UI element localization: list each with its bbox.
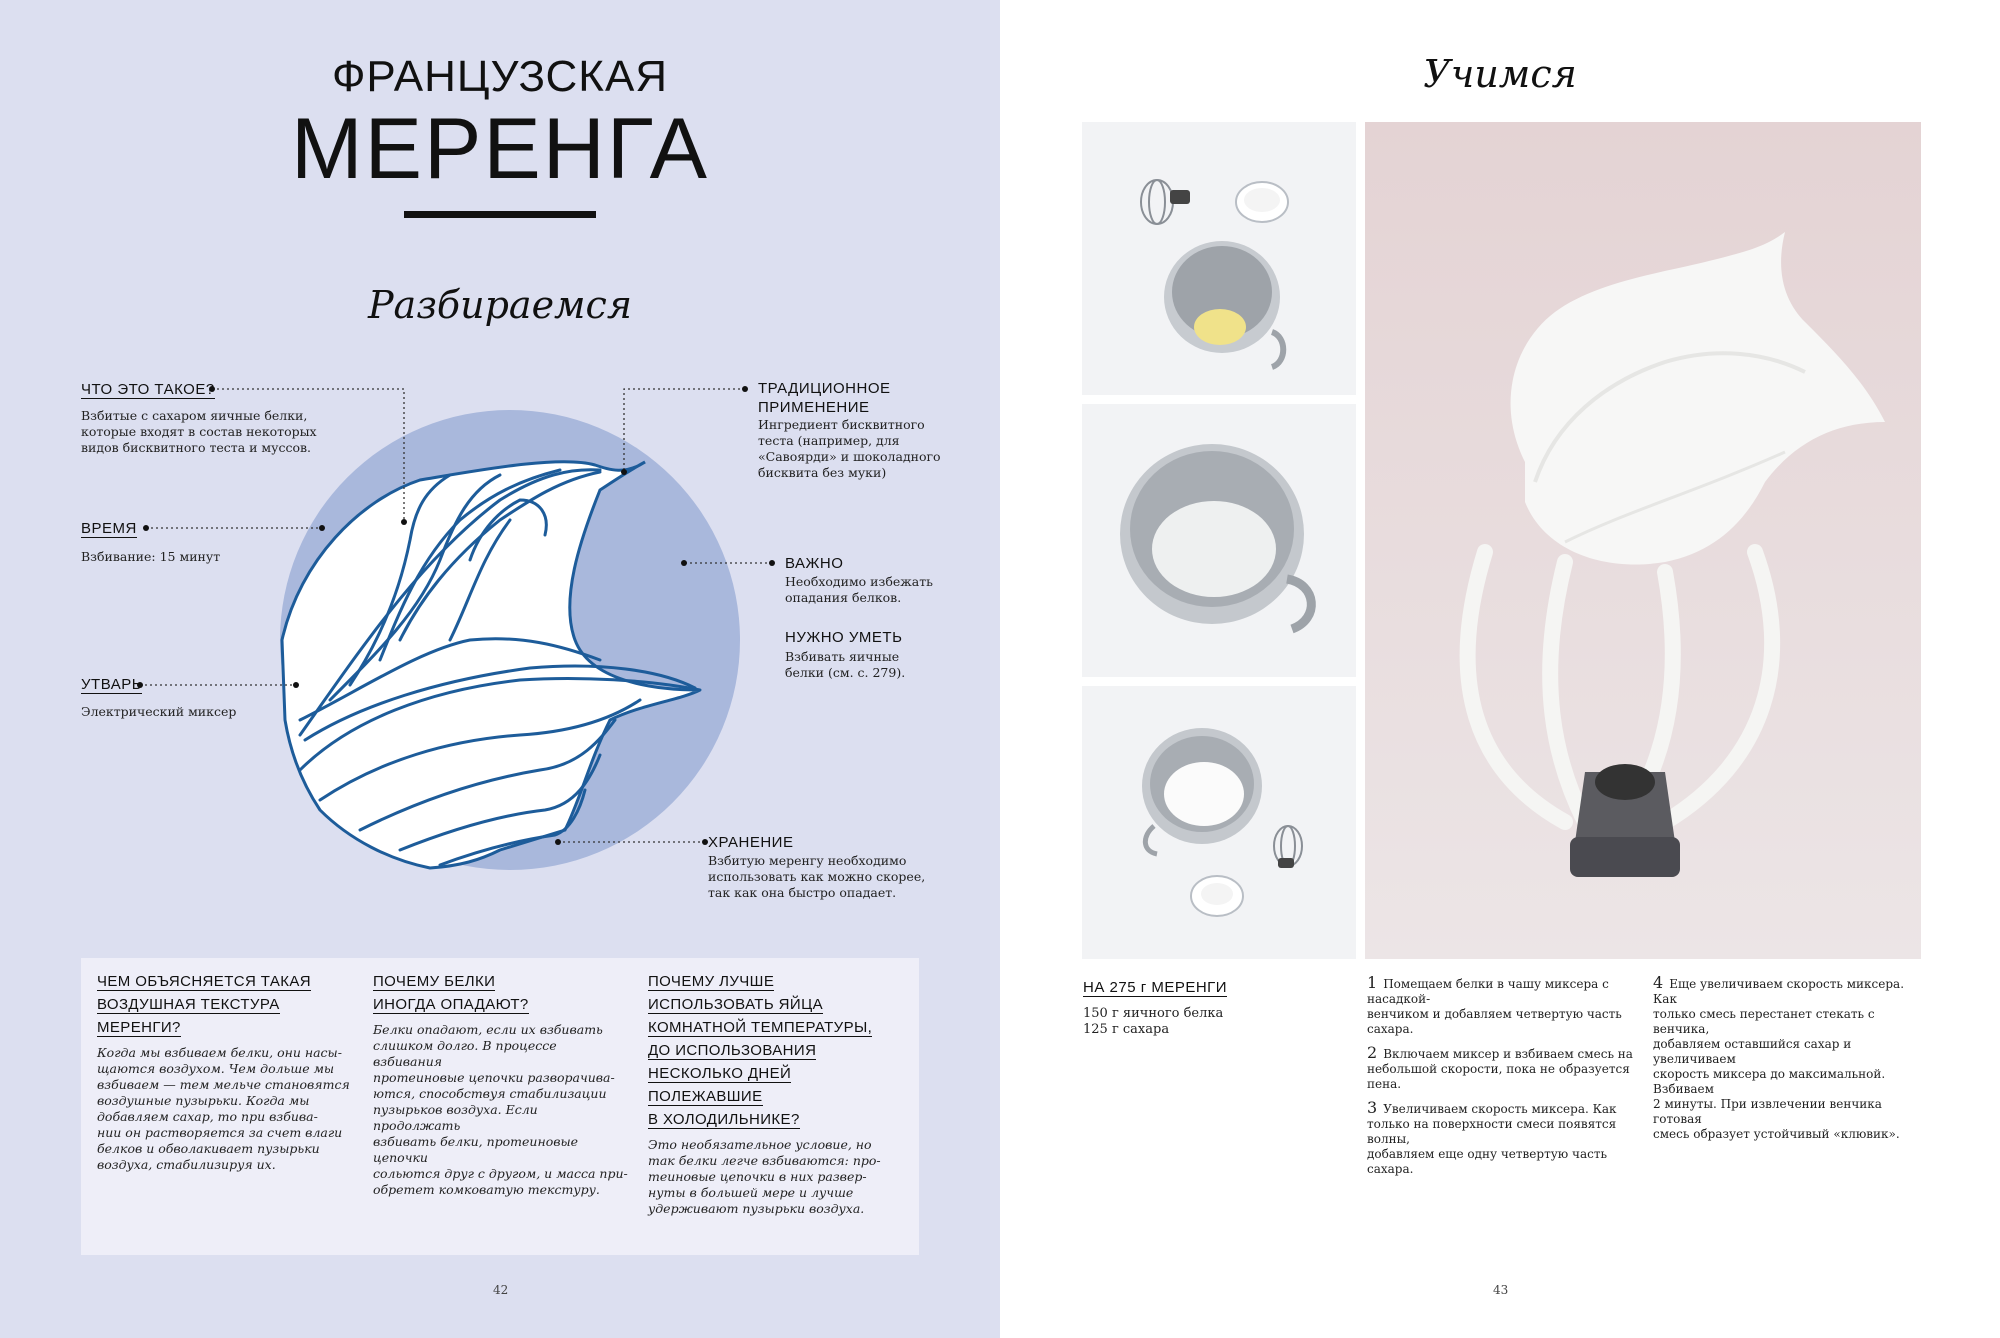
faq-question: ПОЧЕМУ БЕЛКИ ИНОГДА ОПАДАЮТ? [373,973,529,1013]
page-number-left: 42 [493,1283,509,1297]
title-large: МЕРЕНГА [290,101,709,197]
callout-skills-label: НУЖНО УМЕТЬ [785,629,903,646]
faq-question: ЧЕМ ОБЪЯСНЯЕТСЯ ТАКАЯ ВОЗДУШНАЯ ТЕКСТУРА МЕРЕНГИ? [97,973,312,1036]
step-photo-3 [1082,686,1356,959]
faq-question: ПОЧЕМУ ЛУЧШЕ ИСПОЛЬЗОВАТЬ ЯЙЦА КОМНАТНОЙ ТЕМПЕРАТУРЫ, ДО ИСПОЛЬЗОВАНИЯ НЕСКОЛЬКО ДНЕЙ ПОЛЕЖАВШИЕ В ХОЛОДИЛЬНИКЕ? [648,973,873,1128]
callout-traditional-label: ТРАДИЦИОННОЕ ПРИМЕНЕНИЕ [758,380,891,416]
callout-traditional-text: Ингредиент бисквитного теста (например, для «Савоярди» и шоколадного бисквита без муки) [758,417,941,480]
step-photo-2 [1082,404,1356,677]
faq-item-3 [648,970,910,1217]
step-item: 3 Увеличиваем скорость миксера. Как только на поверхности смеси появятся волны, добавляем еще одну четвертую часть сахара. [1367,1098,1617,1176]
faq-answer: Это необязательное условие, но так белки легче взбиваются: про- теиновые цепочки в них развер- нуты в большей мере и лучше удерживают пузырьки воздуха. [648,1137,881,1216]
step-item: 4 Еще увеличиваем скорость миксера. Как только смесь перестанет стекать с венчика, добавляем оставшийся сахар и увеличиваем скорость миксера до максимальной. Взбиваем 2 минуты. При извлечении венчика готовая смесь образует устойчивый «клювик». [1653,973,1905,1141]
faq-item-1 [97,970,352,1173]
faq-answer: Белки опадают, если их взбивать слишком долго. В процессе взбивания протеиновые цепочки разворачива- ются, способствуя стабилизации пузырьков воздуха. Если продолжать взбивать белки, протеиновые цепочки сольются друг с другом, и масса при- обретет комковатую текстуру. [373,1022,628,1197]
bowl-with-meringue-image [1082,686,1356,959]
title-small: ФРАНЦУЗСКАЯ [331,52,669,101]
callout-storage-text: Взбитую меренгу необходимо использовать как можно скорее, так как она быстро опадает. [708,853,926,900]
callout-time-text: Взбивание: 15 минут [81,549,221,564]
callout-tools-label: УТВАРЬ [81,676,143,693]
section-heading-left: Разбираемся [367,283,633,327]
title-rule [404,211,596,218]
large-meringue-photo [1365,122,1921,959]
ingredients-list [1083,1006,1283,1038]
whisk-with-meringue-image [1365,122,1921,959]
right-page [1000,0,2000,1338]
faq-answer: Когда мы взбиваем белки, они насы- щаются воздухом. Чем дольше мы взбиваем — тем мельче становятся воздушные пузырьки. Когда мы добавляем сахар, то при взбива- нии он растворяется за счет влаги белков и обволакивает пузырьки воздуха, стабилизируя их. [97,1045,350,1172]
section-heading-right: Учимся [1423,52,1577,96]
step-photo-1 [1082,122,1356,395]
callout-what-text: Взбитые с сахаром яичные белки, которые входят в состав некоторых видов бисквитного теста и муссов. [81,408,317,455]
ingredient-item: 125 г сахара [1083,1022,1170,1037]
faq-item-2 [373,970,628,1198]
callout-time-label: ВРЕМЯ [81,520,137,537]
yield-label: НА 275 г МЕРЕНГИ [1083,979,1228,996]
steps-col-1 [1367,975,1637,1185]
page-number-right: 43 [1493,1283,1509,1297]
bowl-with-foam-image [1082,404,1356,677]
callout-storage-label: ХРАНЕНИЕ [708,834,794,851]
callout-tools-text: Электрический миксер [81,704,237,719]
faq-box [81,958,919,1255]
callout-skills-text: Взбивать яичные белки (см. с. 279). [785,649,906,680]
step-item: 2 Включаем миксер и взбиваем смесь на небольшой скорости, пока не образуется пена. [1367,1043,1633,1091]
bowl-with-egg-image [1082,122,1356,395]
steps-col-2 [1653,975,1923,1150]
ingredient-item: 150 г яичного белка [1083,1006,1224,1021]
callout-what-label: ЧТО ЭТО ТАКОЕ? [81,381,215,398]
step-item: 1 Помещаем белки в чашу миксера с насадкой- венчиком и добавляем четвертую часть сахара. [1367,973,1622,1036]
callout-important-label: ВАЖНО [785,555,844,572]
callout-important-text: Необходимо избежать опадания белков. [785,574,933,605]
